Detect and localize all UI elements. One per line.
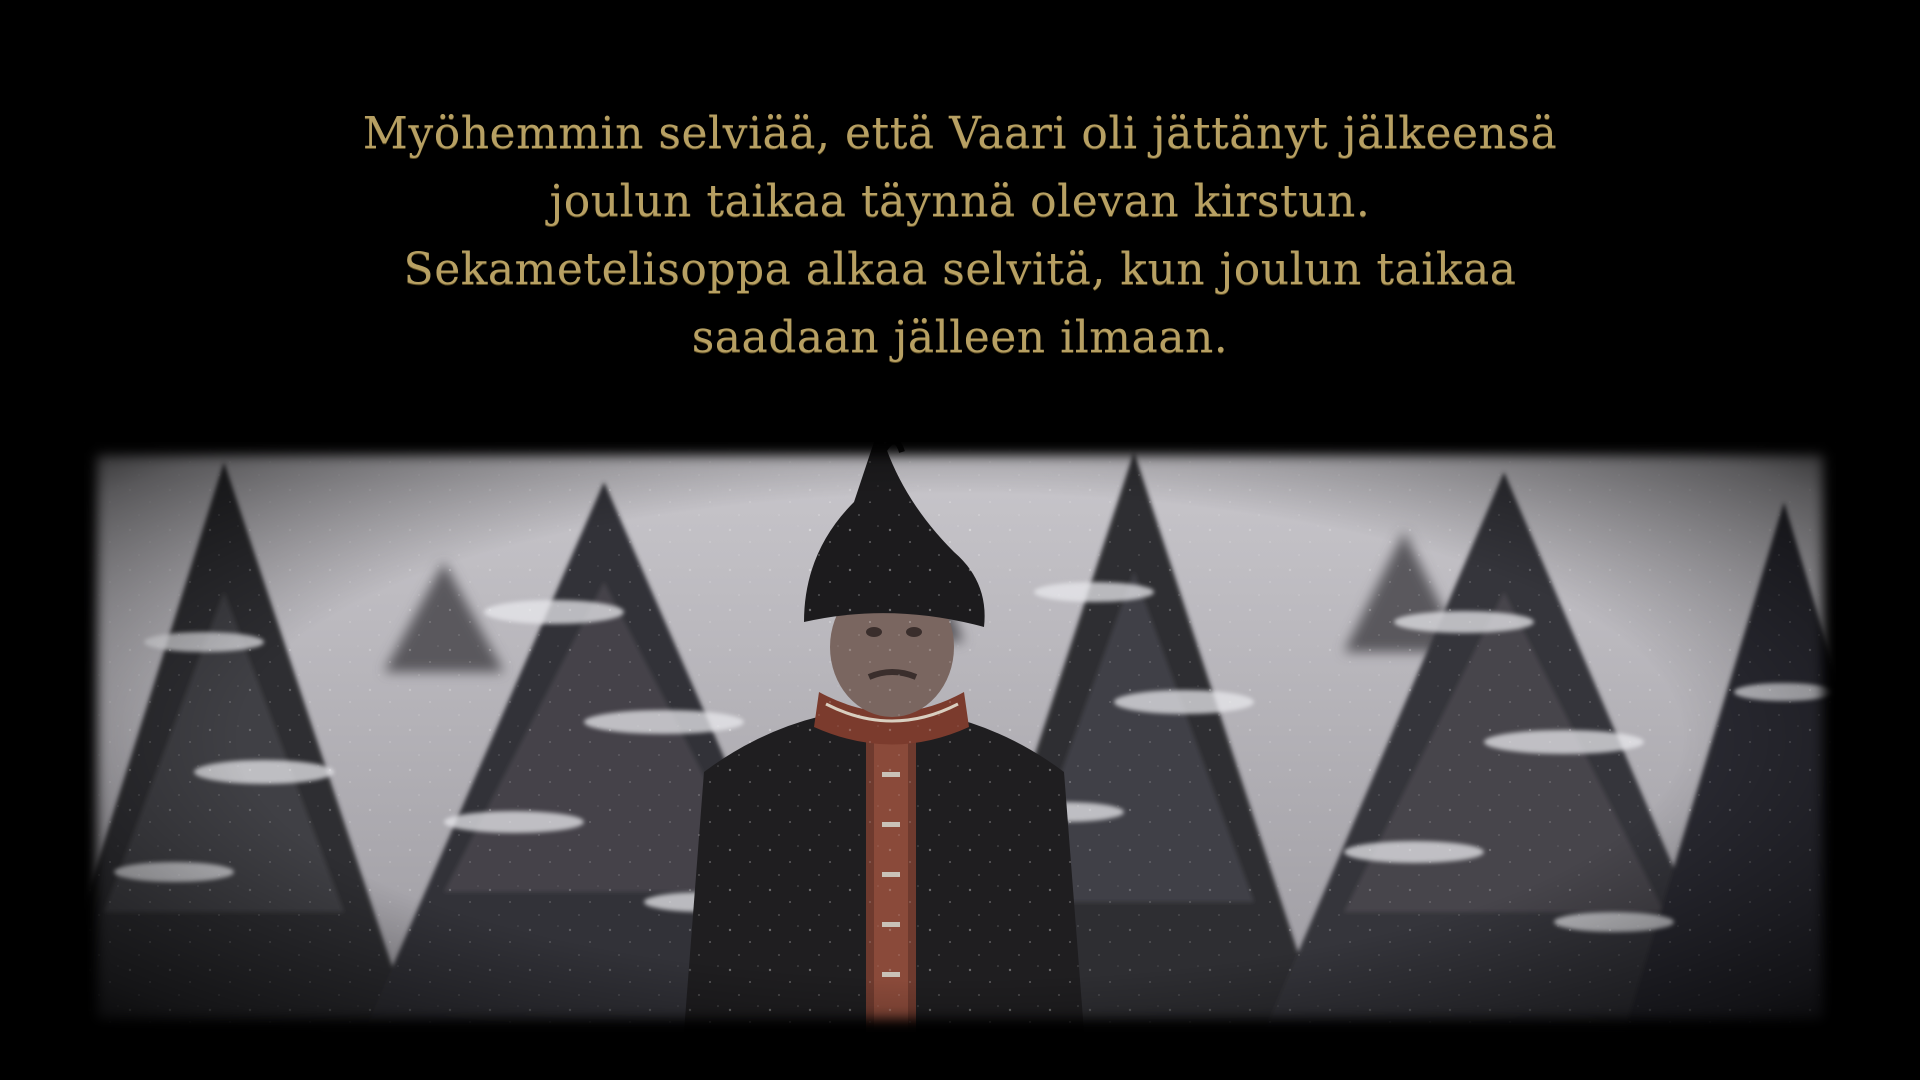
scene-image-frame — [84, 442, 1836, 1032]
caption-line-2: joulun taikaa täynnä olevan kirstun. — [549, 176, 1371, 227]
caption-line-4: saadaan jälleen ilmaan. — [691, 312, 1229, 363]
story-caption — [0, 100, 1920, 372]
scene-image — [84, 442, 1836, 1032]
caption-line-3: Sekametelisoppa alkaa selvitä, kun joulun taikaa — [403, 244, 1517, 295]
caption-line-1: Myöhemmin selviää, että Vaari oli jättänyt jälkeensä — [362, 108, 1558, 159]
vignette-overlay — [84, 442, 1836, 1032]
